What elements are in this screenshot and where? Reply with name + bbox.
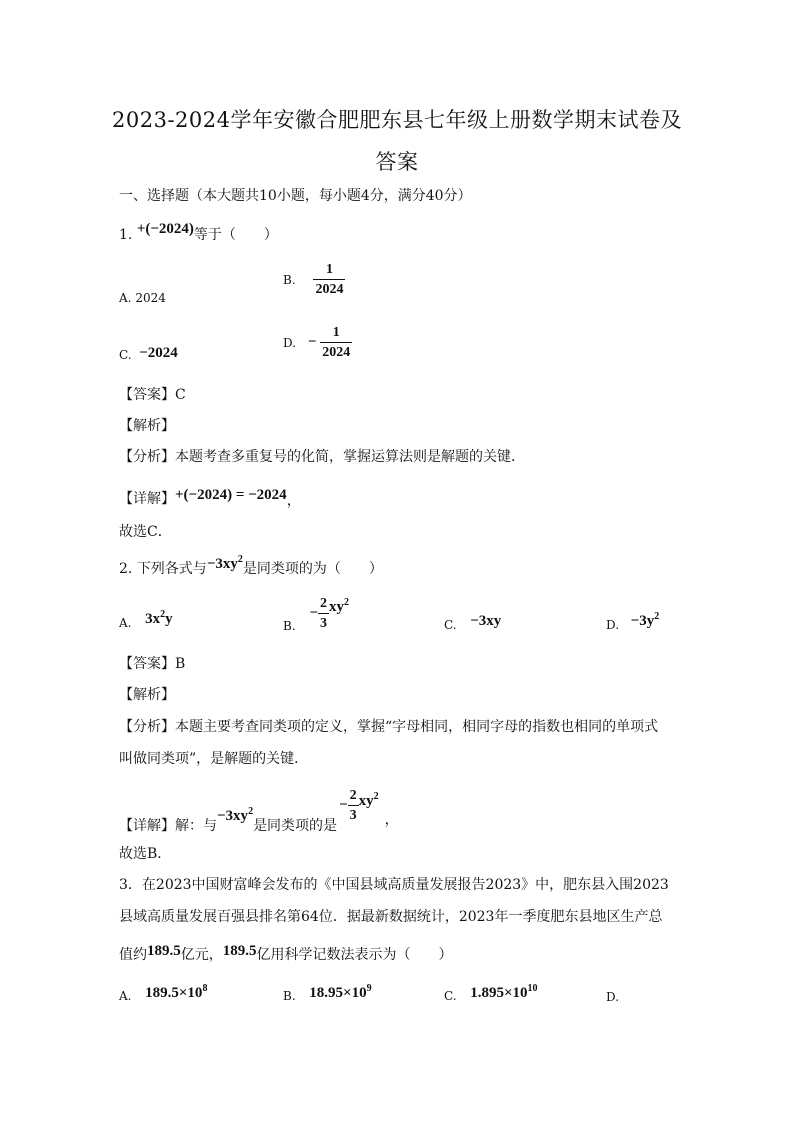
q2-detail-fraction [348, 788, 359, 824]
q3-option-b [283, 983, 372, 1005]
q1-option-b-fraction [313, 262, 345, 298]
q2-option-d-exponent: 2 [654, 611, 660, 622]
q2-option-a-base: 3x [145, 611, 161, 627]
q1-expression: +(−2024) [136, 221, 194, 237]
q2-detail-tail-exponent: 2 [373, 791, 379, 803]
q2-conclusion: 故选B． [119, 846, 172, 862]
q2-detail-numerator: 2 [349, 788, 357, 803]
q2-option-a-tail: y [165, 611, 173, 627]
q2-option-d [606, 611, 660, 634]
q2-analysis-line1: 【分析】本题主要考查同类项的定义，掌握“字母相同，相同字母的指数也相同的单项式 [119, 719, 659, 735]
q2-option-d-label: D. [606, 618, 620, 632]
q3-option-d-label: D. [606, 990, 620, 1004]
q2-option-c [444, 613, 502, 634]
q1-option-c-label: C. [119, 348, 132, 362]
q1-detail-expression: +(−2024) = −2024 [175, 487, 287, 503]
q2-option-b-numerator: 2 [320, 596, 328, 611]
q1-answer: 【答案】C [119, 387, 186, 403]
q3-option-a [119, 983, 208, 1005]
doc-title-line2: 答案 [375, 150, 419, 174]
q2-analysis-title: 【解析】 [119, 687, 175, 703]
q2-option-b-sign: − [309, 605, 319, 622]
q2-detail-denominator: 3 [348, 805, 359, 823]
q2-stem-post: 是同类项的为（ ） [242, 561, 383, 577]
q3-option-c [444, 983, 538, 1005]
q3-line3 [119, 944, 453, 964]
q3-option-a-label: A. [119, 989, 132, 1003]
q2-detail-sign: − [339, 797, 348, 814]
section-heading: 一、选择题（本大题共10小题，每小题4分，满分40分） [119, 188, 472, 204]
q1-number: 1. [119, 227, 133, 243]
q3-line3-post: 亿用科学记数法表示为（ ） [256, 947, 453, 963]
q1-stem-text: 等于（ ） [193, 227, 278, 243]
q2-detail-expression: −3xy [217, 807, 249, 824]
q1-detail-end: ， [286, 493, 301, 509]
q2-option-b [283, 596, 349, 632]
doc-title-line1: 2023-2024学年安徽合肥肥东县七年级上册数学期末试卷及 [112, 108, 682, 132]
q3-line3-pre: 值约 [119, 947, 147, 963]
q1-option-b [283, 262, 345, 298]
q2-number: 2. [119, 561, 133, 577]
q2-option-a-label: A. [119, 616, 132, 630]
q2-detail-end: ， [384, 811, 399, 828]
q2-detail-exponent: 2 [248, 805, 254, 817]
q1-option-c-value: −2024 [139, 345, 178, 361]
q2-option-b-denominator: 3 [318, 613, 329, 631]
q3-option-c-label: C. [444, 989, 457, 1003]
q2-stem-pre: 下列各式与 [136, 561, 207, 577]
q2-option-c-value: −3xy [470, 613, 502, 629]
q3-option-c-base: 1.895×10 [470, 985, 528, 1001]
q3-line2: 县域高质量发展百强县排名第64位．据最新数据统计，2023年一季度肥东县地区生产总 [119, 909, 663, 925]
q2-stem-expression: −3xy [206, 556, 238, 572]
q2-option-a [119, 609, 173, 632]
q1-option-b-denominator: 2024 [313, 279, 345, 297]
q2-option-a-exponent: 2 [160, 609, 166, 620]
q1-option-a [119, 291, 166, 305]
q1-option-d-label: D. [283, 335, 297, 350]
q3-option-a-exponent: 8 [202, 983, 208, 994]
q3-option-a-base: 189.5×10 [145, 985, 203, 1001]
q2-option-b-exponent: 2 [344, 597, 350, 609]
q3-value-2: 189.5 [222, 943, 257, 959]
q3-option-b-base: 18.95×10 [309, 985, 367, 1001]
q2-analysis-line2: 叫做同类项”，是解题的关键． [119, 751, 309, 767]
q1-option-a-label: A. [119, 291, 132, 305]
q2-option-b-label: B. [283, 618, 296, 633]
q1-option-d-denominator: 2024 [320, 342, 352, 360]
q1-option-b-numerator: 1 [325, 262, 333, 277]
q2-stem [119, 554, 383, 578]
q3-line1: 3．在2023中国财富峰会发布的《中国县域高质量发展报告2023》中，肥东县入围2023 [119, 877, 669, 893]
q2-detail-pre: 【详解】解：与 [119, 817, 217, 834]
q2-stem-exponent: 2 [237, 554, 243, 565]
q2-detail-tail: xy [358, 793, 374, 810]
q1-option-d-sign: − [307, 334, 317, 351]
q3-option-b-exponent: 9 [366, 983, 372, 994]
q3-value-1: 189.5 [147, 943, 181, 959]
q1-option-d-numerator: 1 [332, 325, 340, 340]
q2-answer: 【答案】B [119, 656, 186, 672]
q1-analysis-title: 【解析】 [119, 418, 175, 434]
q2-detail [119, 788, 399, 834]
q3-option-b-label: B. [283, 989, 296, 1003]
q2-detail-mid: 是同类项的是 [253, 817, 338, 834]
q3-line3-mid: 亿元， [180, 947, 223, 963]
q1-conclusion: 故选C． [119, 524, 172, 540]
q3-option-d [606, 990, 619, 1004]
q2-option-d-base: −3y [630, 613, 655, 629]
q1-option-d-fraction [320, 325, 352, 361]
q1-stem [119, 221, 278, 244]
q3-option-c-exponent: 10 [527, 983, 538, 994]
q1-option-d [283, 325, 352, 361]
q1-option-c [119, 347, 178, 364]
q1-analysis: 【分析】本题考查多重复号的化简，掌握运算法则是解题的关键． [119, 449, 525, 465]
q2-option-b-fraction [318, 596, 329, 632]
q1-detail [119, 484, 301, 509]
q1-option-b-label: B. [283, 272, 296, 287]
q1-option-a-value: 2024 [135, 291, 166, 305]
q2-option-b-tail: xy [329, 599, 345, 616]
q2-option-c-label: C. [444, 618, 457, 632]
q1-detail-label: 【详解】 [119, 491, 175, 507]
